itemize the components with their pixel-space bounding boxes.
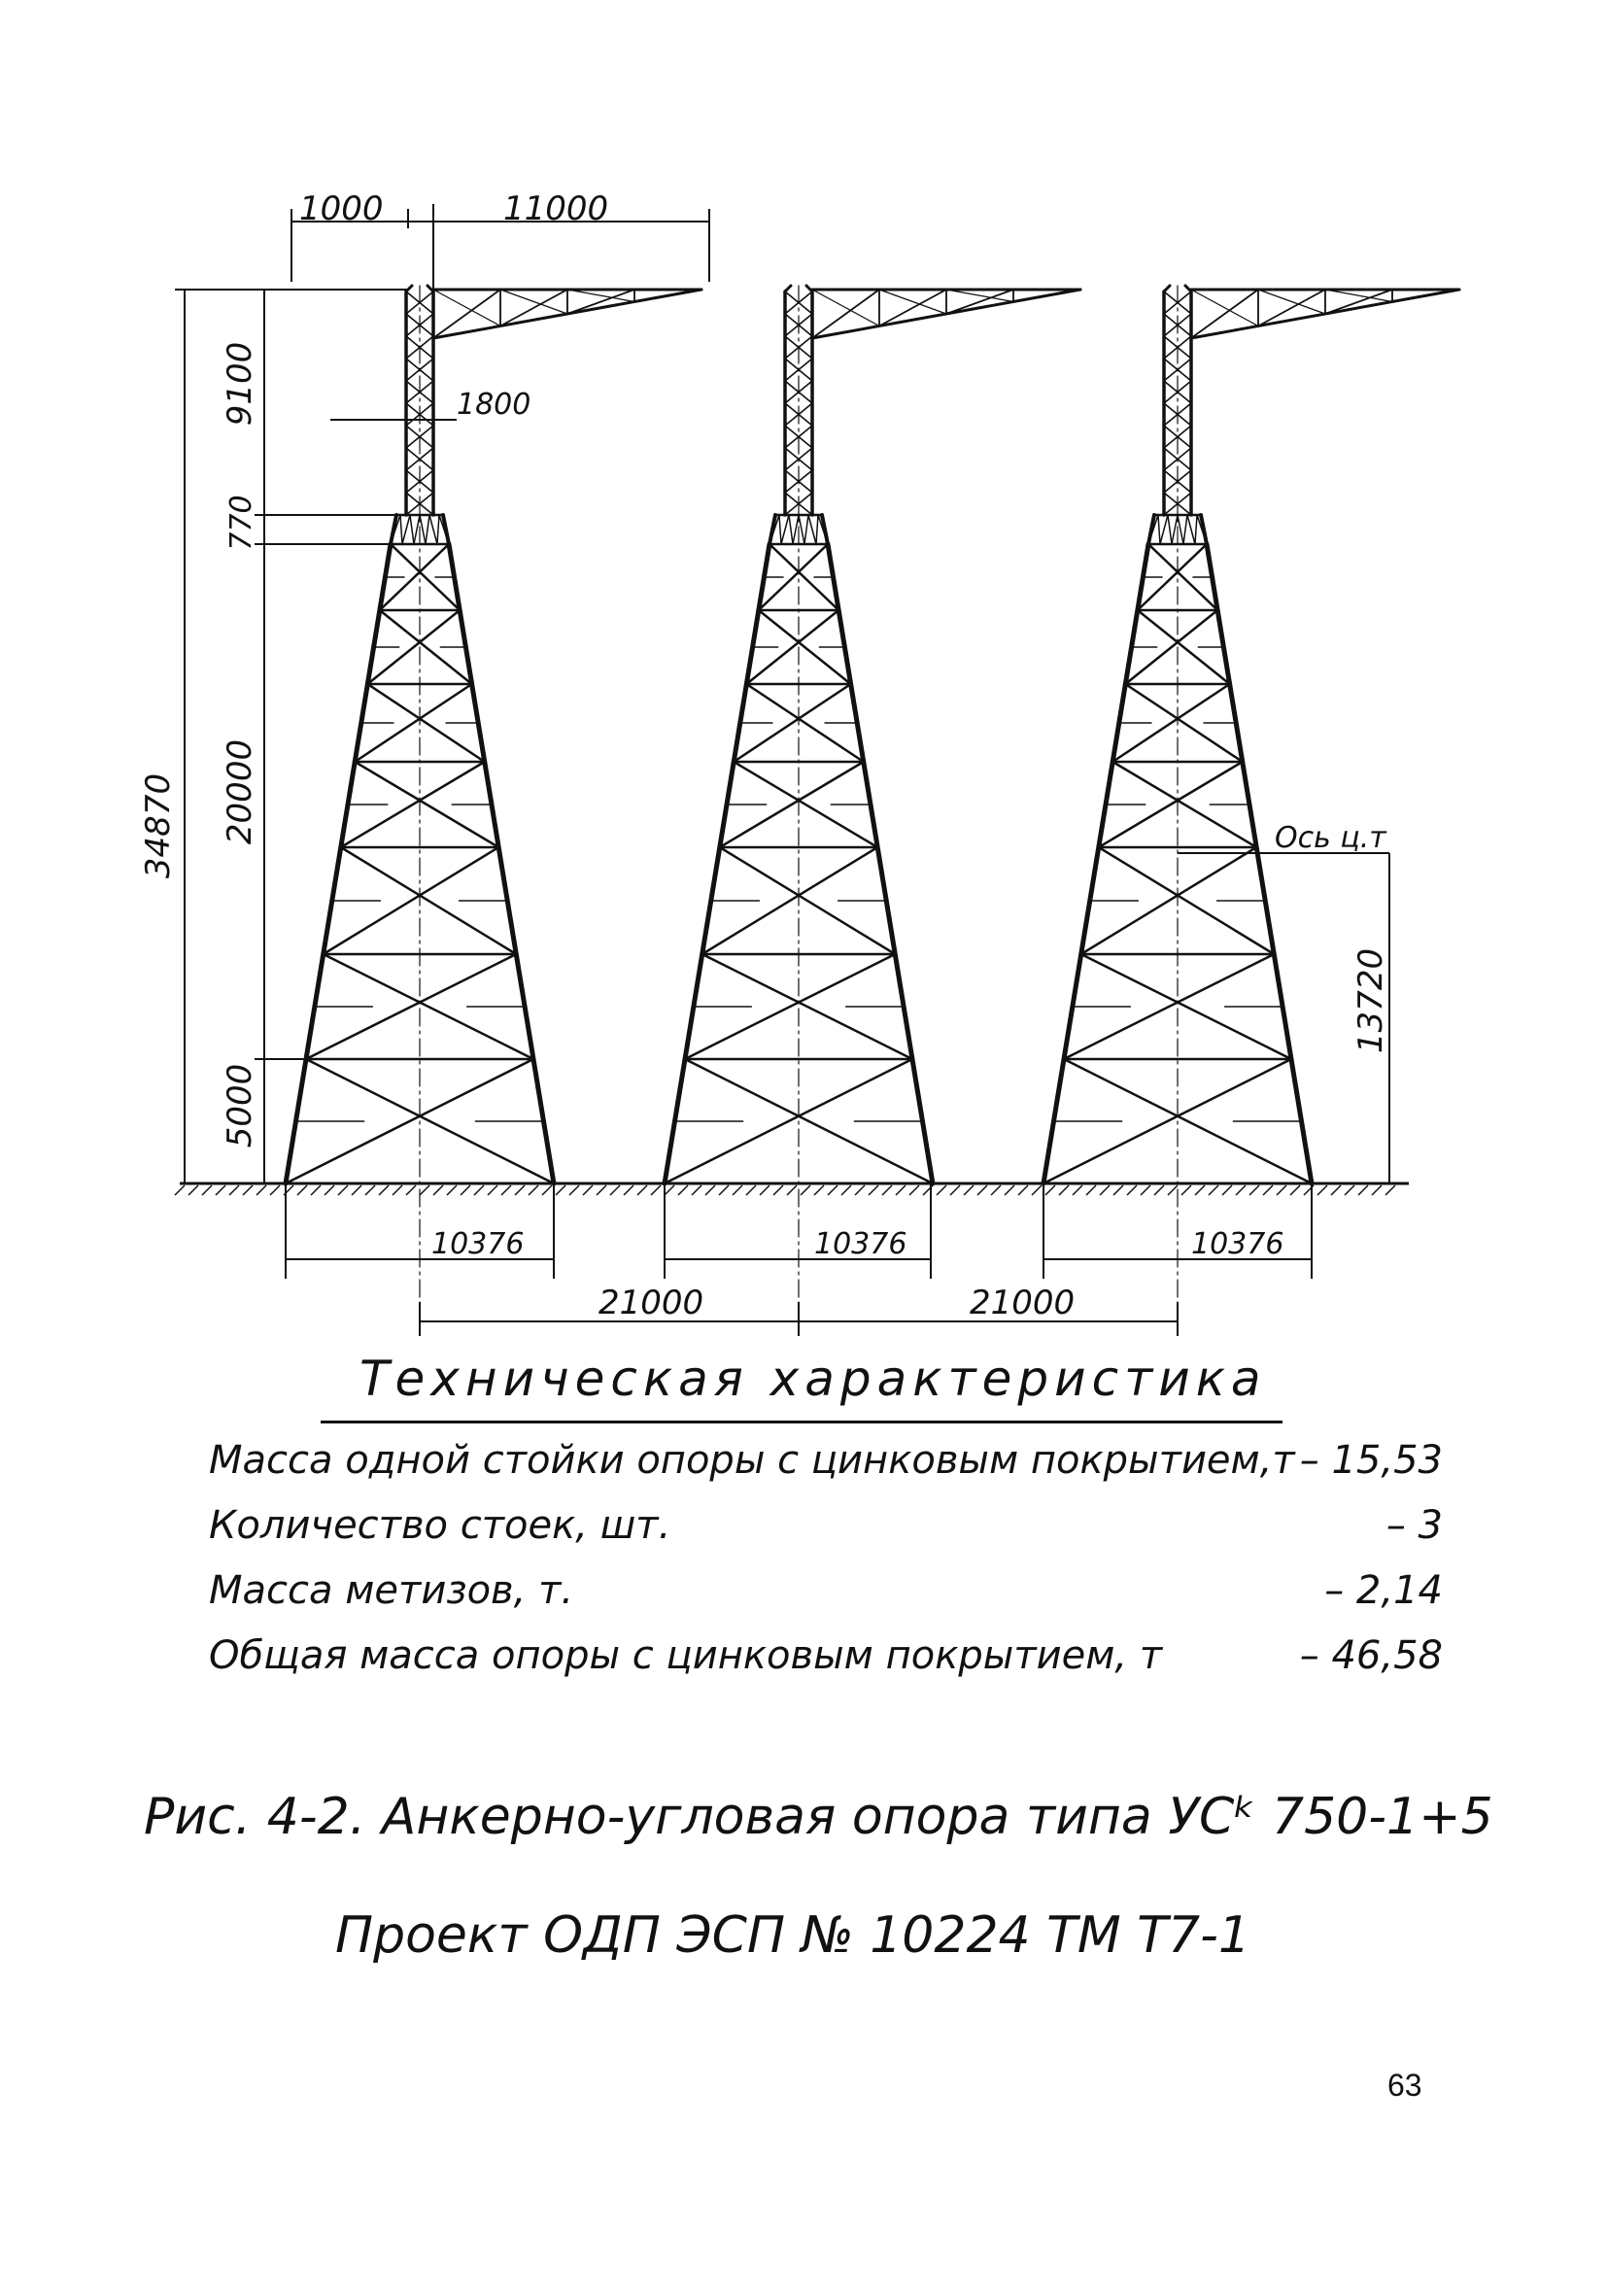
ground-hatch [447, 1185, 457, 1195]
dim-base-width-1: 10376 [431, 1227, 525, 1261]
ground-hatch [1045, 1185, 1055, 1195]
spec-row-value: – 3 [1385, 1503, 1443, 1548]
ground-hatch [678, 1185, 688, 1195]
tower-brace [781, 515, 789, 544]
tower-brace [1187, 515, 1195, 544]
ground-hatch [733, 1185, 742, 1195]
spec-row-value: – 46,58 [1299, 1633, 1443, 1678]
spec-row [209, 1503, 1443, 1554]
dim-cage-width: 1800 [457, 388, 531, 422]
crossarm-brace [567, 290, 634, 302]
crossarm-brace [946, 290, 1013, 302]
ground-hatch [937, 1185, 946, 1195]
tower-brace [410, 515, 414, 544]
figure-caption: Рис. 4-2. Анкерно-угловая опора типа УСᵏ 750-1+5 [144, 1788, 1493, 1846]
ground-hatch [909, 1185, 919, 1195]
crossarm-brace [1325, 290, 1392, 302]
spec-row-label: Количество стоек, шт. [209, 1503, 671, 1548]
spec-row [209, 1438, 1443, 1489]
mast-leg [1164, 286, 1170, 291]
crossarm-brace [1013, 290, 1080, 302]
spec-title-underline [321, 1421, 1282, 1423]
ground-hatch [216, 1185, 225, 1195]
ground-hatch [964, 1185, 974, 1195]
dim-base-width-3: 10376 [1191, 1227, 1284, 1261]
ground-hatch [1277, 1185, 1286, 1195]
tower [665, 286, 1080, 1339]
ground-hatch [814, 1185, 824, 1195]
spec-row-label: Масса одной стойки опоры с цинковым покрытием,т [209, 1438, 1295, 1483]
crossarm-brace [812, 290, 879, 326]
tower-brace [816, 515, 818, 544]
ground-hatch [1249, 1185, 1259, 1195]
ground-hatch [950, 1185, 960, 1195]
ground-hatch [379, 1185, 389, 1195]
ground-hatch [719, 1185, 729, 1195]
ground-hatch [406, 1185, 416, 1195]
ground-hatch [501, 1185, 511, 1195]
spec-row-value: – 15,53 [1299, 1438, 1443, 1483]
tower-brace [779, 515, 781, 544]
ground-hatch [801, 1185, 810, 1195]
spec-row-label: Масса метизов, т. [209, 1568, 574, 1613]
crossarm-brace [1325, 290, 1392, 314]
ground-hatch [352, 1185, 361, 1195]
ground-hatch [1331, 1185, 1341, 1195]
ground-hatch [1059, 1185, 1069, 1195]
tower-brace [799, 515, 804, 544]
ground-hatch [202, 1185, 212, 1195]
ground-hatch [651, 1185, 661, 1195]
ground-hatch [1141, 1185, 1150, 1195]
ground-hatch [869, 1185, 878, 1195]
dim-overall-height: 34870 [139, 772, 178, 879]
ground-hatch [297, 1185, 307, 1195]
ground-hatch [1032, 1185, 1042, 1195]
ground-hatch [488, 1185, 497, 1195]
ground-hatch [1236, 1185, 1246, 1195]
ground-hatch [529, 1185, 538, 1195]
ground-hatch [841, 1185, 851, 1195]
ground-hatch [188, 1185, 198, 1195]
ground-hatch [365, 1185, 375, 1195]
ground-hatch [433, 1185, 443, 1195]
ground-hatch [1317, 1185, 1327, 1195]
ground-hatch [1018, 1185, 1028, 1195]
ground-hatch [1290, 1185, 1300, 1195]
tower-brace [789, 515, 793, 544]
dimension-lines [175, 204, 1389, 1336]
tower-brace [1195, 515, 1197, 544]
crossarm-brace [1191, 290, 1258, 326]
ground-hatch [855, 1185, 865, 1195]
axis-label: Ось ц.т [1275, 821, 1386, 855]
ground-hatch [1005, 1185, 1014, 1195]
ground-hatch [1358, 1185, 1368, 1195]
ground-hatch [1195, 1185, 1205, 1195]
ground-hatch [1222, 1185, 1232, 1195]
crossarm-brace [500, 290, 567, 314]
dim-axis-height: 13720 [1351, 947, 1390, 1054]
spec-title: Техническая характеристика [359, 1351, 1267, 1407]
ground-hatch [243, 1185, 253, 1195]
ground-hatch [624, 1185, 633, 1195]
dim-base-width-2: 10376 [814, 1227, 907, 1261]
tower-leg [665, 544, 769, 1183]
ground-hatch [229, 1185, 239, 1195]
ground-line [175, 1183, 1409, 1195]
ground-hatch [597, 1185, 606, 1195]
spec-row [209, 1633, 1443, 1684]
ground-hatch [760, 1185, 769, 1195]
ground-hatch [311, 1185, 321, 1195]
crossarm-brace [946, 290, 1013, 314]
ground-hatch [896, 1185, 906, 1195]
tower-brace [429, 515, 437, 544]
tower-brace [414, 515, 420, 544]
tower-leg [828, 544, 933, 1183]
ground-hatch [665, 1185, 674, 1195]
ground-hatch [882, 1185, 892, 1195]
page-number: 63 [1387, 2068, 1422, 2103]
ground-hatch [1154, 1185, 1164, 1195]
ground-hatch [991, 1185, 1001, 1195]
tower-brace [437, 515, 439, 544]
spec-row-label: Общая масса опоры с цинковым покрытием, т [209, 1633, 1163, 1678]
tower-brace [400, 515, 402, 544]
tower-leg [1207, 544, 1312, 1183]
ground-hatch [828, 1185, 838, 1195]
tower-brace [1168, 515, 1172, 544]
ground-hatch [610, 1185, 620, 1195]
ground-hatch [1372, 1185, 1382, 1195]
dim-top-offset: 1000 [299, 189, 384, 228]
crossarm-brace [433, 290, 500, 326]
project-reference: Проект ОДП ЭСП № 10224 ТМ Т7-1 [335, 1906, 1250, 1965]
ground-hatch [420, 1185, 429, 1195]
ground-hatch [175, 1185, 185, 1195]
tower-brace [1160, 515, 1168, 544]
dim-spacing-2: 21000 [970, 1284, 1076, 1322]
spec-row [209, 1568, 1443, 1619]
dim-base-section: 5000 [221, 1063, 259, 1148]
ground-hatch [692, 1185, 701, 1195]
tower-brace [1172, 515, 1178, 544]
tower-brace [804, 515, 808, 544]
dim-middle-section: 20000 [221, 738, 259, 845]
tower [286, 286, 704, 1339]
dim-spacing-1: 21000 [598, 1284, 704, 1322]
crossarm-brace [634, 290, 701, 302]
ground-hatch [515, 1185, 525, 1195]
ground-hatch [746, 1185, 756, 1195]
ground-hatch [393, 1185, 402, 1195]
tower-brace [402, 515, 410, 544]
ground-hatch [1181, 1185, 1191, 1195]
ground-hatch [461, 1185, 470, 1195]
ground-hatch [1113, 1185, 1123, 1195]
ground-hatch [542, 1185, 552, 1195]
tower-brace [808, 515, 816, 544]
ground-hatch [1086, 1185, 1096, 1195]
ground-hatch [256, 1185, 266, 1195]
ground-hatch [705, 1185, 715, 1195]
tower-brace [1158, 515, 1160, 544]
ground-hatch [474, 1185, 484, 1195]
tower-brace [1183, 515, 1187, 544]
ground-hatch [556, 1185, 565, 1195]
ground-hatch [773, 1185, 783, 1195]
dim-top-section: 9100 [221, 341, 259, 427]
tower-leg [1043, 544, 1148, 1183]
spec-row-value: – 2,14 [1324, 1568, 1443, 1613]
crossarm-brace [879, 290, 946, 314]
ground-hatch [583, 1185, 593, 1195]
ground-hatch [977, 1185, 987, 1195]
dim-joint: 770 [224, 495, 258, 551]
ground-hatch [1263, 1185, 1273, 1195]
mast-leg [785, 286, 791, 291]
ground-hatch [569, 1185, 579, 1195]
tower-brace [426, 515, 429, 544]
tower-leg [286, 544, 391, 1183]
ground-hatch [1209, 1185, 1218, 1195]
ground-hatch [1385, 1185, 1395, 1195]
crossarm-brace [1392, 290, 1459, 302]
ground-hatch [637, 1185, 647, 1195]
ground-hatch [1127, 1185, 1137, 1195]
tower-leg [449, 544, 554, 1183]
ground-hatch [1345, 1185, 1354, 1195]
ground-hatch [1168, 1185, 1178, 1195]
ground-hatch [1100, 1185, 1110, 1195]
ground-hatch [270, 1185, 280, 1195]
dim-top-arm: 11000 [503, 189, 609, 228]
ground-hatch [325, 1185, 334, 1195]
tower [1043, 286, 1459, 1339]
ground-hatch [787, 1185, 797, 1195]
crossarm-brace [1258, 290, 1325, 314]
crossarm-brace [567, 290, 634, 314]
tower-brace [420, 515, 426, 544]
tower-brace [793, 515, 799, 544]
ground-hatch [1073, 1185, 1082, 1195]
tower-group [286, 286, 1459, 1339]
tower-brace [1178, 515, 1183, 544]
ground-hatch [338, 1185, 348, 1195]
